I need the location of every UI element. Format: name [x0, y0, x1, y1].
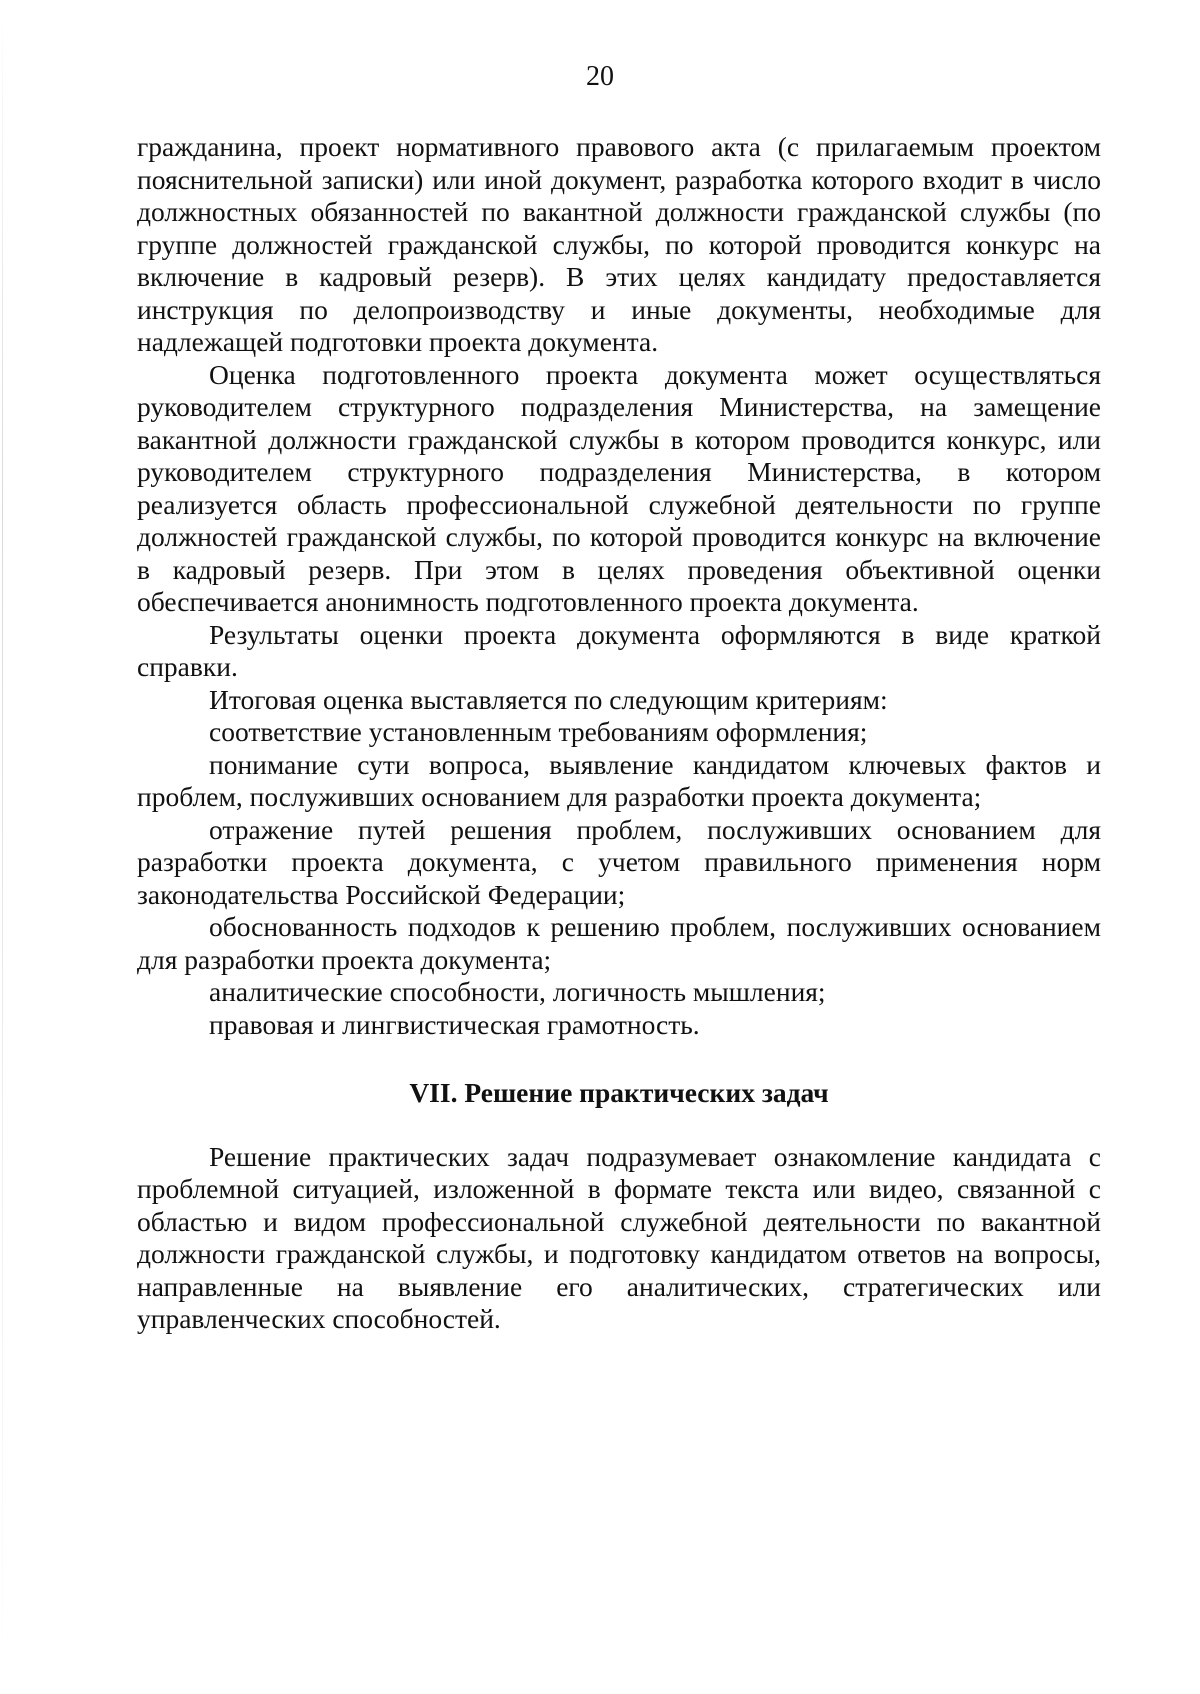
paragraph-evaluation: Оценка подготовленного проекта документа может осуществляться руководителем структурного подразделения Министерства, на замещение вакантной должности гражданской службы в котором проводится конкурс, или руководителем структурного подразделения Министерства, в котором реализуется область профессиональной служебной деятельности по группе должностей гражданской службы, по которой проводится конкурс на включение в кадровый резерв. При этом в целях проведения объективной оценки обеспечивается анонимность подготовленного проекта документа. [137, 358, 1101, 617]
criteria-item: обоснованность подходов к решению проблем, послуживших основанием для разработки проекта документа; [137, 911, 1101, 975]
scan-edge-shadow [2, 0, 3, 1694]
criteria-item: соответствие установленным требованиям оформления; [209, 716, 868, 747]
section-paragraph: Решение практических задач подразумевает ознакомление кандидата с проблемной ситуацией, изложенной в формате текста или видео, связанной с областью и видом профессиональной служебной деятельности по вакантной должности гражданской службы, и подготовку кандидатом ответов на вопросы, направленные на выявление его аналитических, стратегических или управленческих способностей. [137, 1140, 1101, 1334]
paragraph-results: Результаты оценки проекта документа оформляются в виде краткой справки. [137, 618, 1101, 682]
paragraph-criteria-intro: Итоговая оценка выставляется по следующим критериям: [209, 683, 888, 715]
criteria-item: аналитические способности, логичность мышления; [209, 976, 826, 1007]
criteria-item: отражение путей решения проблем, послуживших основанием для разработки проекта документа, с учетом правильного применения норм законодательства Российской Федерации; [137, 813, 1101, 910]
criteria-item: понимание сути вопроса, выявление кандидатом ключевых фактов и проблем, послуживших основанием для разработки проекта документа; [137, 748, 1101, 812]
criteria-item: правовая и лингвистическая грамотность. [209, 1008, 700, 1040]
section-heading: VII. Решение практических задач [409, 1077, 829, 1108]
page-number: 20 [586, 61, 614, 92]
paragraph-continuation: гражданина, проект нормативного правового акта (с прилагаемым проектом пояснительной записки) или иной документ, разработка которого входит в число должностных обязанностей по вакантной должности гражданской службы (по группе должностей гражданской службы, по которой проводится конкурс на включение в кадровый резерв). В этих целях кандидату предоставляется инструкция по делопроизводству и иные документы, необходимые для надлежащей подготовки проекта документа. [137, 131, 1101, 357]
document-body [137, 131, 1101, 1336]
